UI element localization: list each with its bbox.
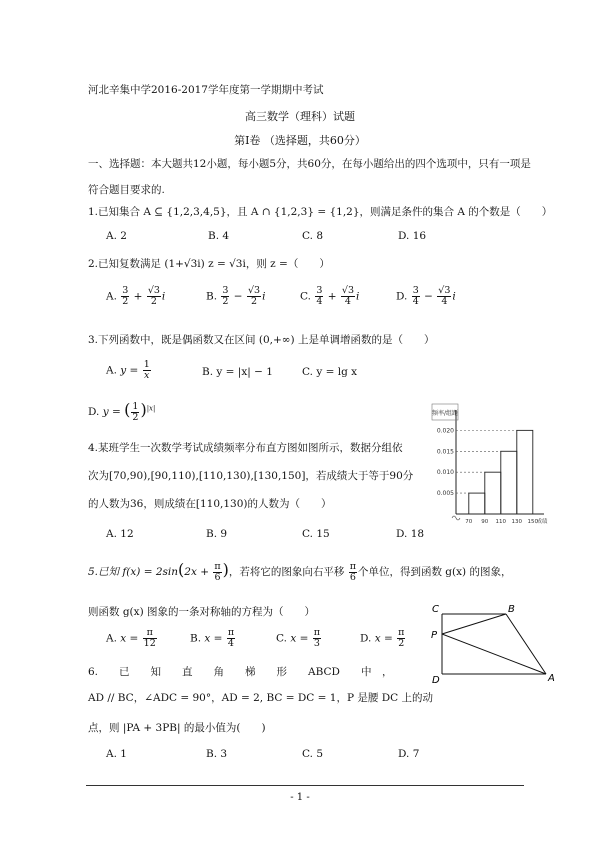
label-d: D [432,675,440,684]
x-tick-label: 70 [465,519,473,525]
q2-stem: 2.已知复数满足 (1+√3i) z = √3i，则 z =（ ） [88,258,330,270]
histogram-bar [501,451,517,514]
q6-option-a: A. 1 [106,748,127,760]
y-tick-label: 0.020 [436,427,454,435]
x-tick-label: 150 [527,519,539,525]
q2-option-c: C. $\frac{3}{4}$ + $\frac{√3}{4}$ i [300,285,360,307]
q2-option-d: D. $\frac{3}{4}$ − $\frac{√3}{4}$ i [396,285,456,307]
y-tick-label: 0.010 [436,469,454,477]
school-line: 河北辛集中学2016-2017学年度第一学期期中考试 [88,84,324,96]
x-axis-title: 成绩 [536,519,548,525]
x-tick-label: 110 [495,519,507,525]
q6-line-2: AD // BC，∠ADC = 90°，AD = 2, BC = DC = 1，P 是腰 DC 上的动 [88,692,433,704]
axis-break [452,516,460,520]
q1-stem: 1.已知集合 A ⊆ {1,2,3,4,5}，且 A ∩ {1,2,3} = {1,2}，则满足条件的集合 A 的个数是（ ） [88,206,553,218]
q4-line-1: 4.某班学生一次数学考试成绩频率分布直方图如图所示，数据分组依 [88,442,403,454]
q6-option-d: D. 7 [398,748,420,760]
q5-option-b: B. x = $\frac{\pi}{4}$ [190,627,235,649]
q4-option-a: A. 12 [106,528,134,540]
q1-option-b: B. 4 [208,230,230,242]
q2-option-a: A. $\frac{3}{2}$ + $\frac{√3}{2}$ i [106,285,166,307]
x-tick-label: 130 [511,519,523,525]
q4-line-2: 次为[70,90),[90,110),[110,130),[130,150]，若成绩大于等于90分 [88,470,414,482]
q6-line-1: 6. 已 知 直 角 梯 形 ABCD 中 ， [88,666,393,678]
histogram-bar [485,472,501,514]
histogram-bar [517,430,533,514]
q5-option-a: A. x = $\frac{\pi}{12}$ [106,627,156,649]
label-b: B [508,604,515,615]
y-tick-label: 0.015 [436,448,454,456]
q1-option-c: C. 8 [302,230,324,242]
q5-stem: 5.已知 f(x) = 2sin(2x + $\frac{\pi}{6}$ )，若将它的图象向右平移 $\frac{\pi}{6}$ 个单位，得到函数 g(x) 的图象， [88,560,512,583]
y-tick-label: 0.005 [436,490,454,498]
y-axis-title: 频率/组距 [431,410,459,417]
segment-pb [442,614,506,634]
q2-option-b: B. $\frac{3}{2}$ − $\frac{√3}{2}$ i [206,285,266,307]
q4-option-d: D. 18 [396,528,425,540]
exam-title: 高三数学（理科）试题 [245,110,355,123]
label-a: A [548,673,555,684]
q6-option-b: B. 3 [206,748,228,760]
q6-option-c: C. 5 [302,748,324,760]
instructions-line-2: 符合题目要求的. [88,184,165,196]
footer-rule [86,785,524,786]
q3-option-d: D. y = ( $\frac{1}{2}$ )$^{|x|}$ [88,400,156,423]
label-p: P [431,630,438,641]
q3-option-a: A. y = $\frac{1}{x}$ [106,359,150,381]
q1-option-d: D. 16 [398,230,427,242]
q5-option-c: C. x = $\frac{\pi}{3}$ [276,627,320,649]
page-number: - 1 - [290,792,310,803]
histogram-bar [469,493,485,514]
q5-line-2: 则函数 g(x) 图象的一条对称轴的方程为（ ） [88,606,316,618]
q3-stem: 3.下列函数中，既是偶函数又在区间 (0,+∞) 上是单调增函数的是（ ） [88,334,435,346]
q4-line-3: 的人数为36，则成绩在[110,130)的人数为（ ） [88,498,332,510]
trapezoid-figure [428,602,562,684]
q4-option-b: B. 9 [206,528,228,540]
part-heading: 第Ⅰ卷 （选择题，共60分） [234,134,366,147]
frequency-histogram [426,402,548,530]
instructions-line-1: 一、选择题：本大题共12小题，每小题5分，共60分，在每小题给出的四个选项中，只有一项是 [88,158,531,170]
q6-line-3: 点，则 |PA + 3PB| 的最小值为( ) [88,722,266,734]
q3-option-b: B. y = |x| − 1 [202,366,273,378]
q4-option-c: C. 15 [302,528,330,540]
edge-ba [506,614,546,674]
q1-option-a: A. 2 [106,230,127,242]
x-tick-label: 90 [481,519,489,525]
segment-pa [442,634,546,674]
q3-option-c: C. y = lg x [302,366,358,378]
q5-option-d: D. x = $\frac{\pi}{2}$ [360,627,405,649]
label-c: C [432,604,439,615]
